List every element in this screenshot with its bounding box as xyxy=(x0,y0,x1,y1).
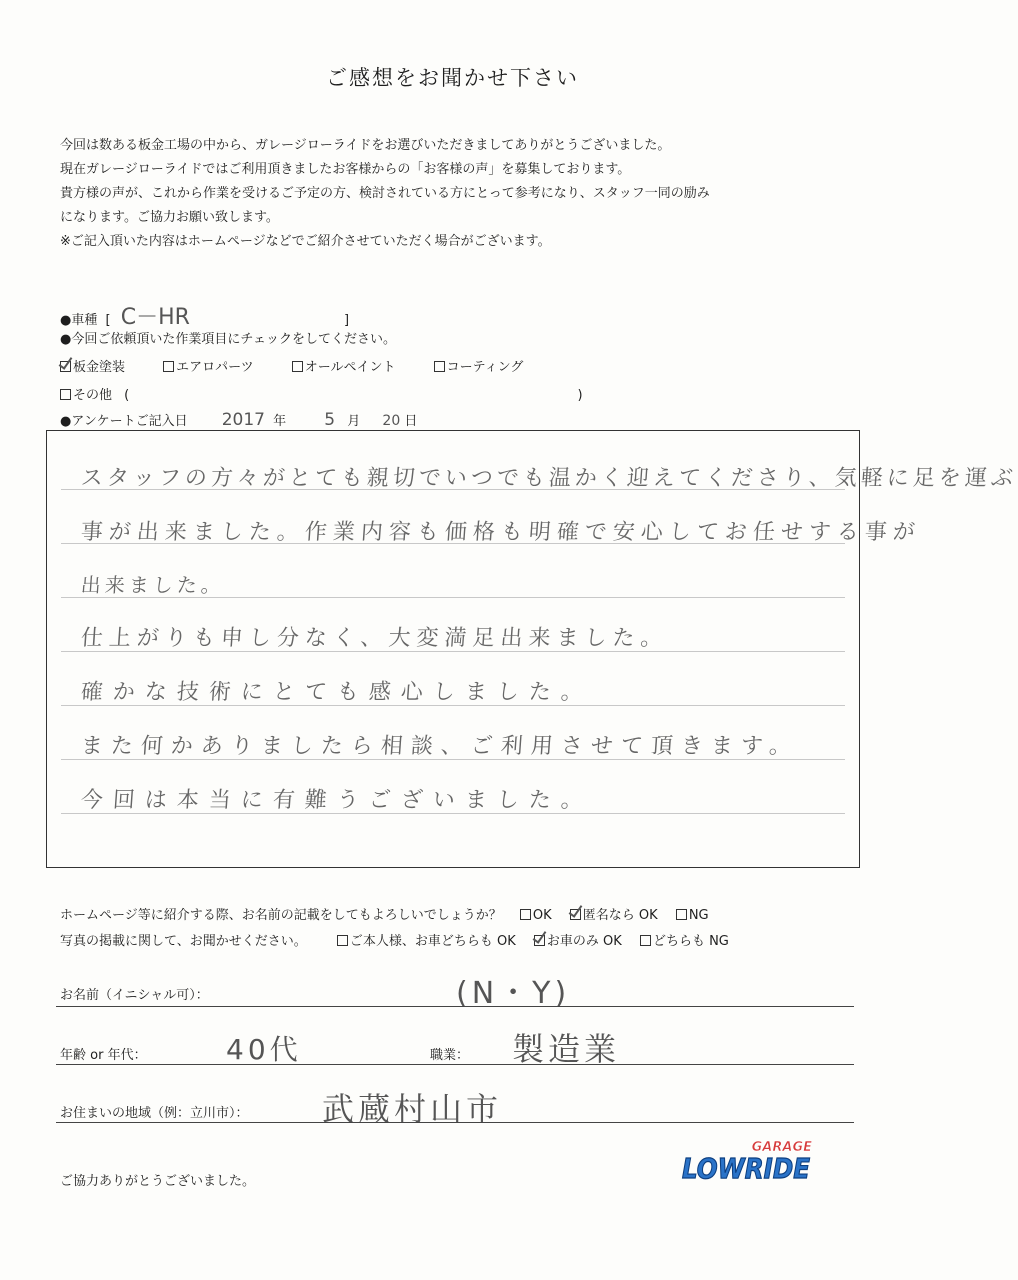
vehicle-close-bracket: ] xyxy=(344,313,350,328)
vehicle-open-bracket: [ xyxy=(105,313,111,328)
logo-main-text: LOWRIDE xyxy=(682,1152,810,1185)
other-row xyxy=(60,384,583,403)
option-label: お車のみ OK xyxy=(546,934,622,949)
work-prompt: ●今回ご依頼頂いた作業項目にチェックをしてください。 xyxy=(60,332,396,347)
name-option-anon[interactable] xyxy=(570,904,658,923)
photo-option-both[interactable] xyxy=(337,930,516,949)
photo-question-text: 写真の掲載に関して、お聞かせください。 xyxy=(60,934,307,949)
intro-text xyxy=(60,134,860,254)
work-item-allpaint[interactable] xyxy=(292,356,396,375)
date-label: ●アンケートご記入日 xyxy=(60,414,188,429)
other-label: その他 xyxy=(73,388,113,403)
name-option-ng[interactable] xyxy=(676,908,709,923)
name-question-text: ホームページ等に紹介する際、お名前の記載をしてもよろしいでしょうか？ xyxy=(60,908,502,923)
name-option-ok[interactable] xyxy=(520,908,552,923)
checkbox-icon[interactable] xyxy=(676,909,687,920)
area-field-label: お住まいの地域（例：立川市）： xyxy=(60,1106,249,1121)
work-item-label: エアロパーツ xyxy=(176,360,254,375)
photo-option-car[interactable] xyxy=(534,930,622,949)
intro-line: 貴方様の声が、これから作業を受けるご予定の方、検討されている方にとって参考になり、スタッフ一同の励み xyxy=(60,186,710,201)
garage-lowride-logo xyxy=(680,1134,820,1190)
logo-graphic xyxy=(680,1134,820,1190)
other-open: ( xyxy=(124,388,130,403)
work-item-coating[interactable] xyxy=(434,356,524,375)
comment-line: 仕上がりも申し分なく、大変満足出来ました。 xyxy=(79,626,670,651)
checkbox-icon[interactable] xyxy=(434,361,445,372)
intro-line: ※ご記入頂いた内容はホームページなどでご紹介させていただく場合がございます。 xyxy=(60,234,551,249)
age-field-value[interactable]: 40代 xyxy=(226,1033,302,1066)
comment-line: 事が出来ました。作業内容も価格も明確で安心してお任せする事が xyxy=(79,520,922,545)
work-items xyxy=(60,356,557,375)
checkbox-checked-icon[interactable] xyxy=(60,361,71,372)
work-item-bankin[interactable] xyxy=(60,356,125,375)
vehicle-label: ●車種 xyxy=(60,313,98,328)
date-month-unit: 月 xyxy=(347,414,361,429)
date-month[interactable]: 5 xyxy=(324,410,336,430)
logo-top-text: GARAGE xyxy=(751,1140,812,1155)
vehicle-row xyxy=(60,300,349,331)
job-field-label: 職業： xyxy=(430,1048,470,1063)
name-field-label: お名前（イニシャル可）： xyxy=(60,988,209,1003)
comment-line: 今回は本当に有難うございました。 xyxy=(79,788,594,813)
date-day-unit: 日 xyxy=(404,414,418,429)
photo-option-ng[interactable] xyxy=(640,930,729,949)
date-year-unit: 年 xyxy=(273,414,287,429)
checkbox-icon[interactable] xyxy=(163,361,174,372)
thanks-text: ご協力ありがとうございました。 xyxy=(60,1174,256,1189)
age-underline xyxy=(56,1064,854,1065)
checkbox-icon[interactable] xyxy=(292,361,303,372)
photo-question-row xyxy=(60,930,729,949)
area-underline xyxy=(56,1122,854,1123)
option-label: 匿名なら OK xyxy=(582,908,658,923)
page-title: ご感想をお聞かせ下さい xyxy=(326,66,579,90)
comment-line: 出来ました。 xyxy=(80,573,226,597)
work-item-label: コーティング xyxy=(446,360,524,375)
work-item-label: 板金塗装 xyxy=(73,360,126,375)
comment-line: また何かありましたら相談、ご利用させて頂きます。 xyxy=(79,734,800,759)
option-label: NG xyxy=(688,908,709,923)
comment-box[interactable] xyxy=(46,430,1018,868)
name-question-row xyxy=(60,904,709,923)
work-item-aero[interactable] xyxy=(163,356,253,375)
checkbox-icon[interactable] xyxy=(337,935,348,946)
work-item-label: オールペイント xyxy=(304,360,396,375)
age-field-label: 年齢 or 年代： xyxy=(60,1048,147,1063)
checkbox-checked-icon[interactable] xyxy=(534,935,545,946)
date-day[interactable]: 20 xyxy=(382,413,401,429)
checkbox-icon[interactable] xyxy=(640,935,651,946)
name-field-value[interactable]: (N・Y) xyxy=(456,976,571,1011)
checkbox-checked-icon[interactable] xyxy=(570,909,581,920)
date-row xyxy=(60,410,417,430)
option-label: OK xyxy=(532,908,552,923)
intro-line: 今回は数ある板金工場の中から、ガレージローライドをお選びいただきましてありがとうございました。 xyxy=(60,138,671,153)
date-year[interactable]: 2017 xyxy=(221,410,265,430)
comment-line: 確かな技術にとても感心しました。 xyxy=(79,680,594,705)
checkbox-icon[interactable] xyxy=(60,389,71,400)
name-underline xyxy=(56,1006,854,1007)
intro-line: になります。ご協力お願い致します。 xyxy=(60,210,279,225)
area-field-value[interactable]: 武蔵村山市 xyxy=(322,1090,503,1128)
intro-line: 現在ガレージローライドではご利用頂きましたお客様からの「お客様の声」を募集しております。 xyxy=(60,162,631,177)
checkbox-icon[interactable] xyxy=(520,909,531,920)
other-close: ) xyxy=(577,388,583,403)
comment-line: スタッフの方々がとても親切でいつでも温かく迎えてくださり、気軽に足を運ぶ xyxy=(79,466,1018,491)
job-field-value[interactable]: 製造業 xyxy=(512,1030,621,1068)
option-label: どちらも NG xyxy=(652,934,729,949)
vehicle-value[interactable]: C－HR xyxy=(120,305,190,330)
option-label: ご本人様、お車どちらも OK xyxy=(349,934,516,949)
